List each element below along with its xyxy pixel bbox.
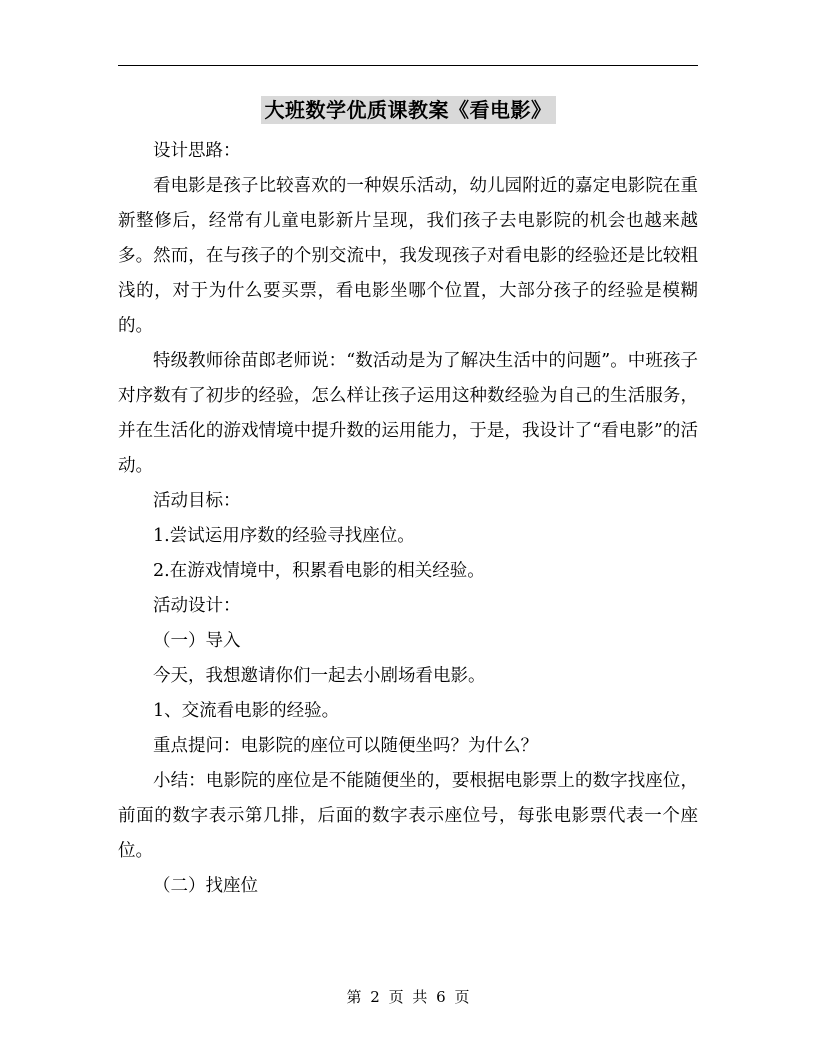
title-container (118, 96, 698, 126)
paragraph-summary: 小结：电影院的座位是不能随便坐的，要根据电影票上的数字找座位，前面的数字表示第几排，后面的数字表示座位号，每张电影票代表一个座位。 (118, 771, 698, 861)
header-rule (118, 65, 698, 66)
paragraph-invitation: 今天，我想邀请你们一起去小剧场看电影。 (153, 666, 486, 686)
paragraph-background: 看电影是孩子比较喜欢的一种娱乐活动，幼儿园附近的嘉定电影院在重新整修后，经常有儿童电影新片呈现，我们孩子去电影院的机会也越来越多。然而，在与孩子的个别交流中，我发现孩子对看电影的经验还是比较粗浅的，对于为什么要买票，看电影坐哪个位置，大部分孩子的经验是模糊的。 (118, 176, 698, 336)
goal-item-2: 2.在游戏情境中，积累看电影的相关经验。 (153, 561, 485, 581)
document-title: 大班数学优质课教案《看电影》 (261, 96, 556, 124)
subsection-heading-find-seat: （二）找座位 (153, 876, 258, 896)
section-heading-activity-design: 活动设计： (153, 596, 241, 616)
document-body (118, 134, 698, 904)
paragraph-quote: 特级教师徐苗郎老师说：“数活动是为了解决生活中的问题”。中班孩子对序数有了初步的经验，怎么样让孩子运用这种数经验为自己的生活服务，并在生活化的游戏情境中提升数的运用能力，于是，我设计了“看电影”的活动。 (118, 351, 698, 476)
paragraph-key-question: 重点提问：电影院的座位可以随便坐吗？为什么？ (153, 736, 538, 756)
page-number-footer: 第 2 页 共 6 页 (346, 988, 470, 1006)
section-heading-goals: 活动目标： (153, 491, 241, 511)
step-item-1: 1、交流看电影的经验。 (153, 701, 340, 721)
subsection-heading-intro: （一）导入 (153, 631, 241, 651)
goal-item-1: 1.尝试运用序数的经验寻找座位。 (153, 526, 415, 546)
section-heading-design-idea: 设计思路： (153, 141, 241, 161)
